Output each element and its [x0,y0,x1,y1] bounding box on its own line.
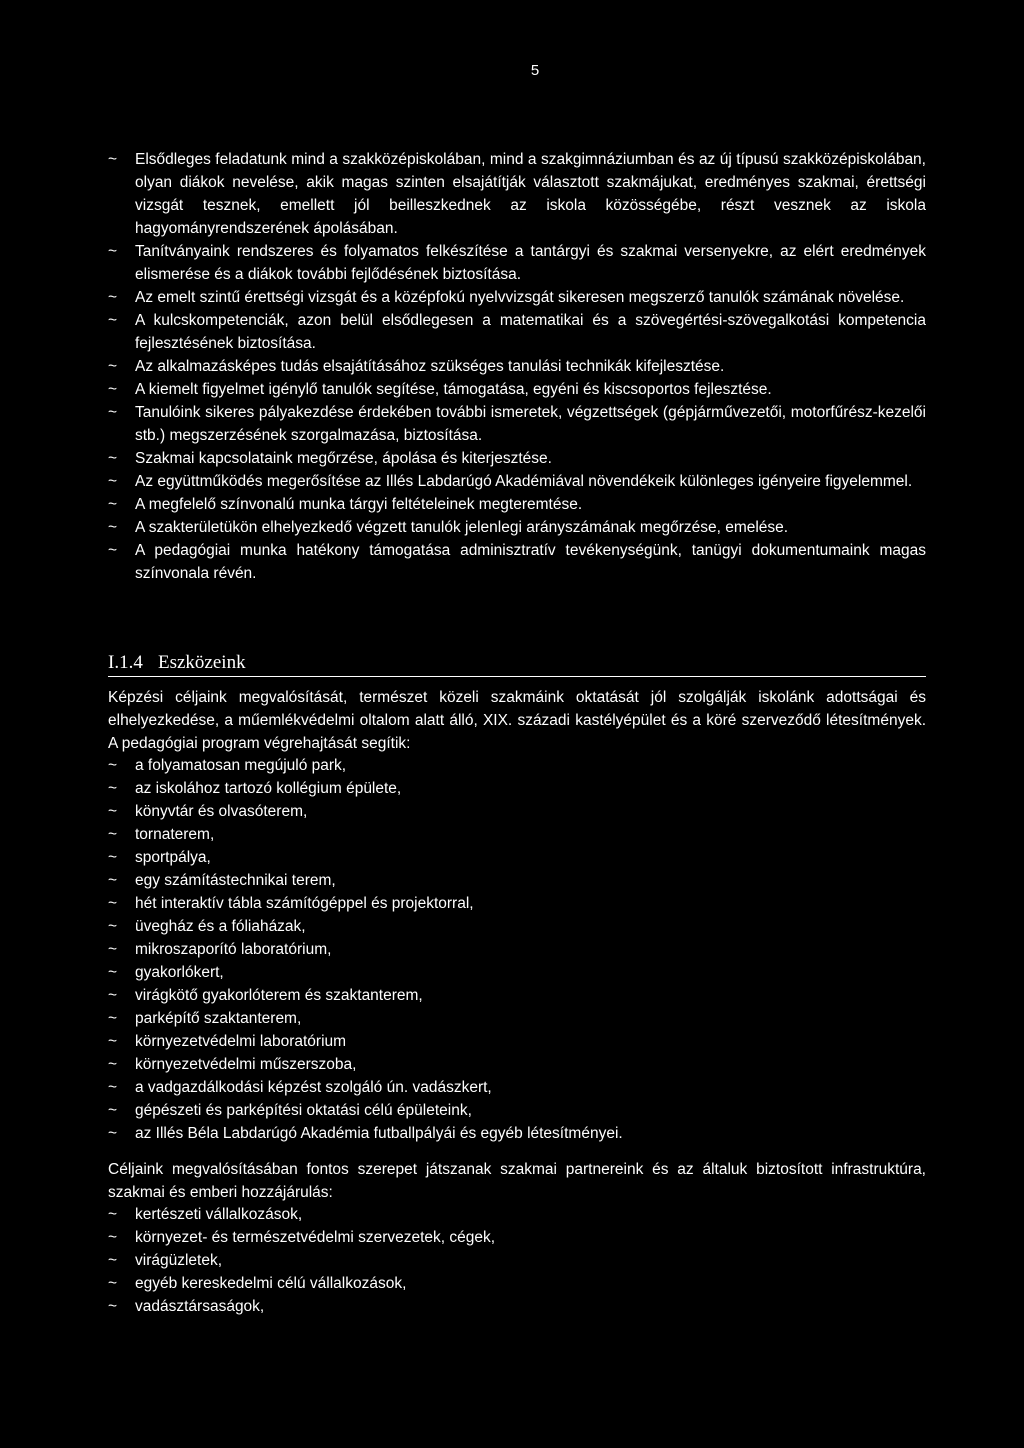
goal-item: ~ A kiemelt figyelmet igénylő tanulók segítése, támogatása, egyéni és kiscsoportos fejlesztése. [108,378,926,401]
tool-item: ~ környezetvédelmi műszerszoba, [108,1053,926,1076]
partner-item: ~ kertészeti vállalkozások, [108,1203,926,1226]
goal-item: ~ Tanítványaink rendszeres és folyamatos felkészítése a tantárgyi és szakmai versenyekre, az elért eredmények elismerése és a diákok további fejlődésének biztosítása. [108,240,926,286]
partner-item: ~ egyéb kereskedelmi célú vállalkozások, [108,1272,926,1295]
partners-list [108,1203,926,1318]
tool-item: ~ parképítő szaktanterem, [108,1007,926,1030]
section-heading [108,652,926,677]
goal-item: ~ Az alkalmazásképes tudás elsajátításához szükséges tanulási technikák kifejlesztése. [108,355,926,378]
goal-item: ~ Az emelt szintű érettségi vizsgát és a középfokú nyelvvizsgát sikeresen megszerző tanulók számának növelése. [108,286,926,309]
goal-item: ~ A kulcskompetenciák, azon belül elsődlegesen a matematikai és a szövegértési-szövegalkotási kompetencia fejlesztésének biztosítása. [108,309,926,355]
partner-item: ~ vadásztársaságok, [108,1295,926,1318]
section-title: Eszközeink [158,652,246,673]
tool-item: ~ az iskolához tartozó kollégium épülete, [108,777,926,800]
tool-item: ~ gépészeti és parképítési oktatási célú épületeink, [108,1099,926,1122]
tool-item: ~ üvegház és a fóliaházak, [108,915,926,938]
tool-item: ~ virágkötő gyakorlóterem és szaktanterem, [108,984,926,1007]
tool-item: ~ a folyamatosan megújuló park, [108,754,926,777]
goal-item: ~ Az együttműködés megerősítése az Illés Labdarúgó Akadémiával növendékeik különleges igényeire figyelemmel. [108,470,926,493]
tool-item: ~ tornaterem, [108,823,926,846]
tool-item: ~ mikroszaporító laboratórium, [108,938,926,961]
goal-item: ~ A megfelelő színvonalú munka tárgyi feltételeinek megteremtése. [108,493,926,516]
intro-paragraph: Képzési céljaink megvalósítását, természet közeli szakmáink oktatását jól szolgálják iskolánk adottságai és elhelyezkedése, a műemlékvédelmi oltalom alatt álló, XIX. századi kastélyépület és a köré szerveződő létesítmények. A pedagógiai program végrehajtását segítik: [108,689,926,752]
tool-item: ~ gyakorlókert, [108,961,926,984]
tool-item: ~ az Illés Béla Labdarúgó Akadémia futballpályái és egyéb létesítményei. [108,1122,926,1145]
goal-item: ~ Tanulóink sikeres pályakezdése érdekében további ismeretek, végzettségek (gépjárművezetői, motorfűrész-kezelői stb.) megszerzésének szorgalmazása, biztosítása. [108,401,926,447]
page-number: 5 [530,62,540,79]
goals-list [108,148,926,585]
tool-item: ~ a vadgazdálkodási képzést szolgáló ún. vadászkert, [108,1076,926,1099]
goal-item: ~ A szakterületükön elhelyezkedő végzett tanulók jelenlegi arányszámának megőrzése, emelése. [108,516,926,539]
partners-paragraph: Céljaink megvalósításában fontos szerepet játszanak szakmai partnereink és az általuk biztosított infrastruktúra, szakmai és emberi hozzájárulás: [108,1161,926,1201]
goal-item: ~ A pedagógiai munka hatékony támogatása adminisztratív tevékenységünk, tanügyi dokumentumaink magas színvonala révén. [108,539,926,585]
tool-item: ~ könyvtár és olvasóterem, [108,800,926,823]
tool-item: ~ környezetvédelmi laboratórium [108,1030,926,1053]
section-number: I.1.4 [108,652,143,673]
tool-item: ~ egy számítástechnikai terem, [108,869,926,892]
tools-list [108,754,926,1145]
tool-item: ~ sportpálya, [108,846,926,869]
tool-item: ~ hét interaktív tábla számítógéppel és projektorral, [108,892,926,915]
partner-item: ~ környezet- és természetvédelmi szervezetek, cégek, [108,1226,926,1249]
goal-item: ~ Elsődleges feladatunk mind a szakközépiskolában, mind a szakgimnáziumban és az új típusú szakközépiskolában, olyan diákok nevelése, akik magas szinten elsajátítják választott szakmájukat, eredményes szakmai, érettségi vizsgát tesznek, emellett jól beilleszkednek az iskola közösségébe, részt vesznek az iskola hagyományrendszerének ápolásában. [108,148,926,240]
goal-item: ~ Szakmai kapcsolataink megőrzése, ápolása és kiterjesztése. [108,447,926,470]
partner-item: ~ virágüzletek, [108,1249,926,1272]
